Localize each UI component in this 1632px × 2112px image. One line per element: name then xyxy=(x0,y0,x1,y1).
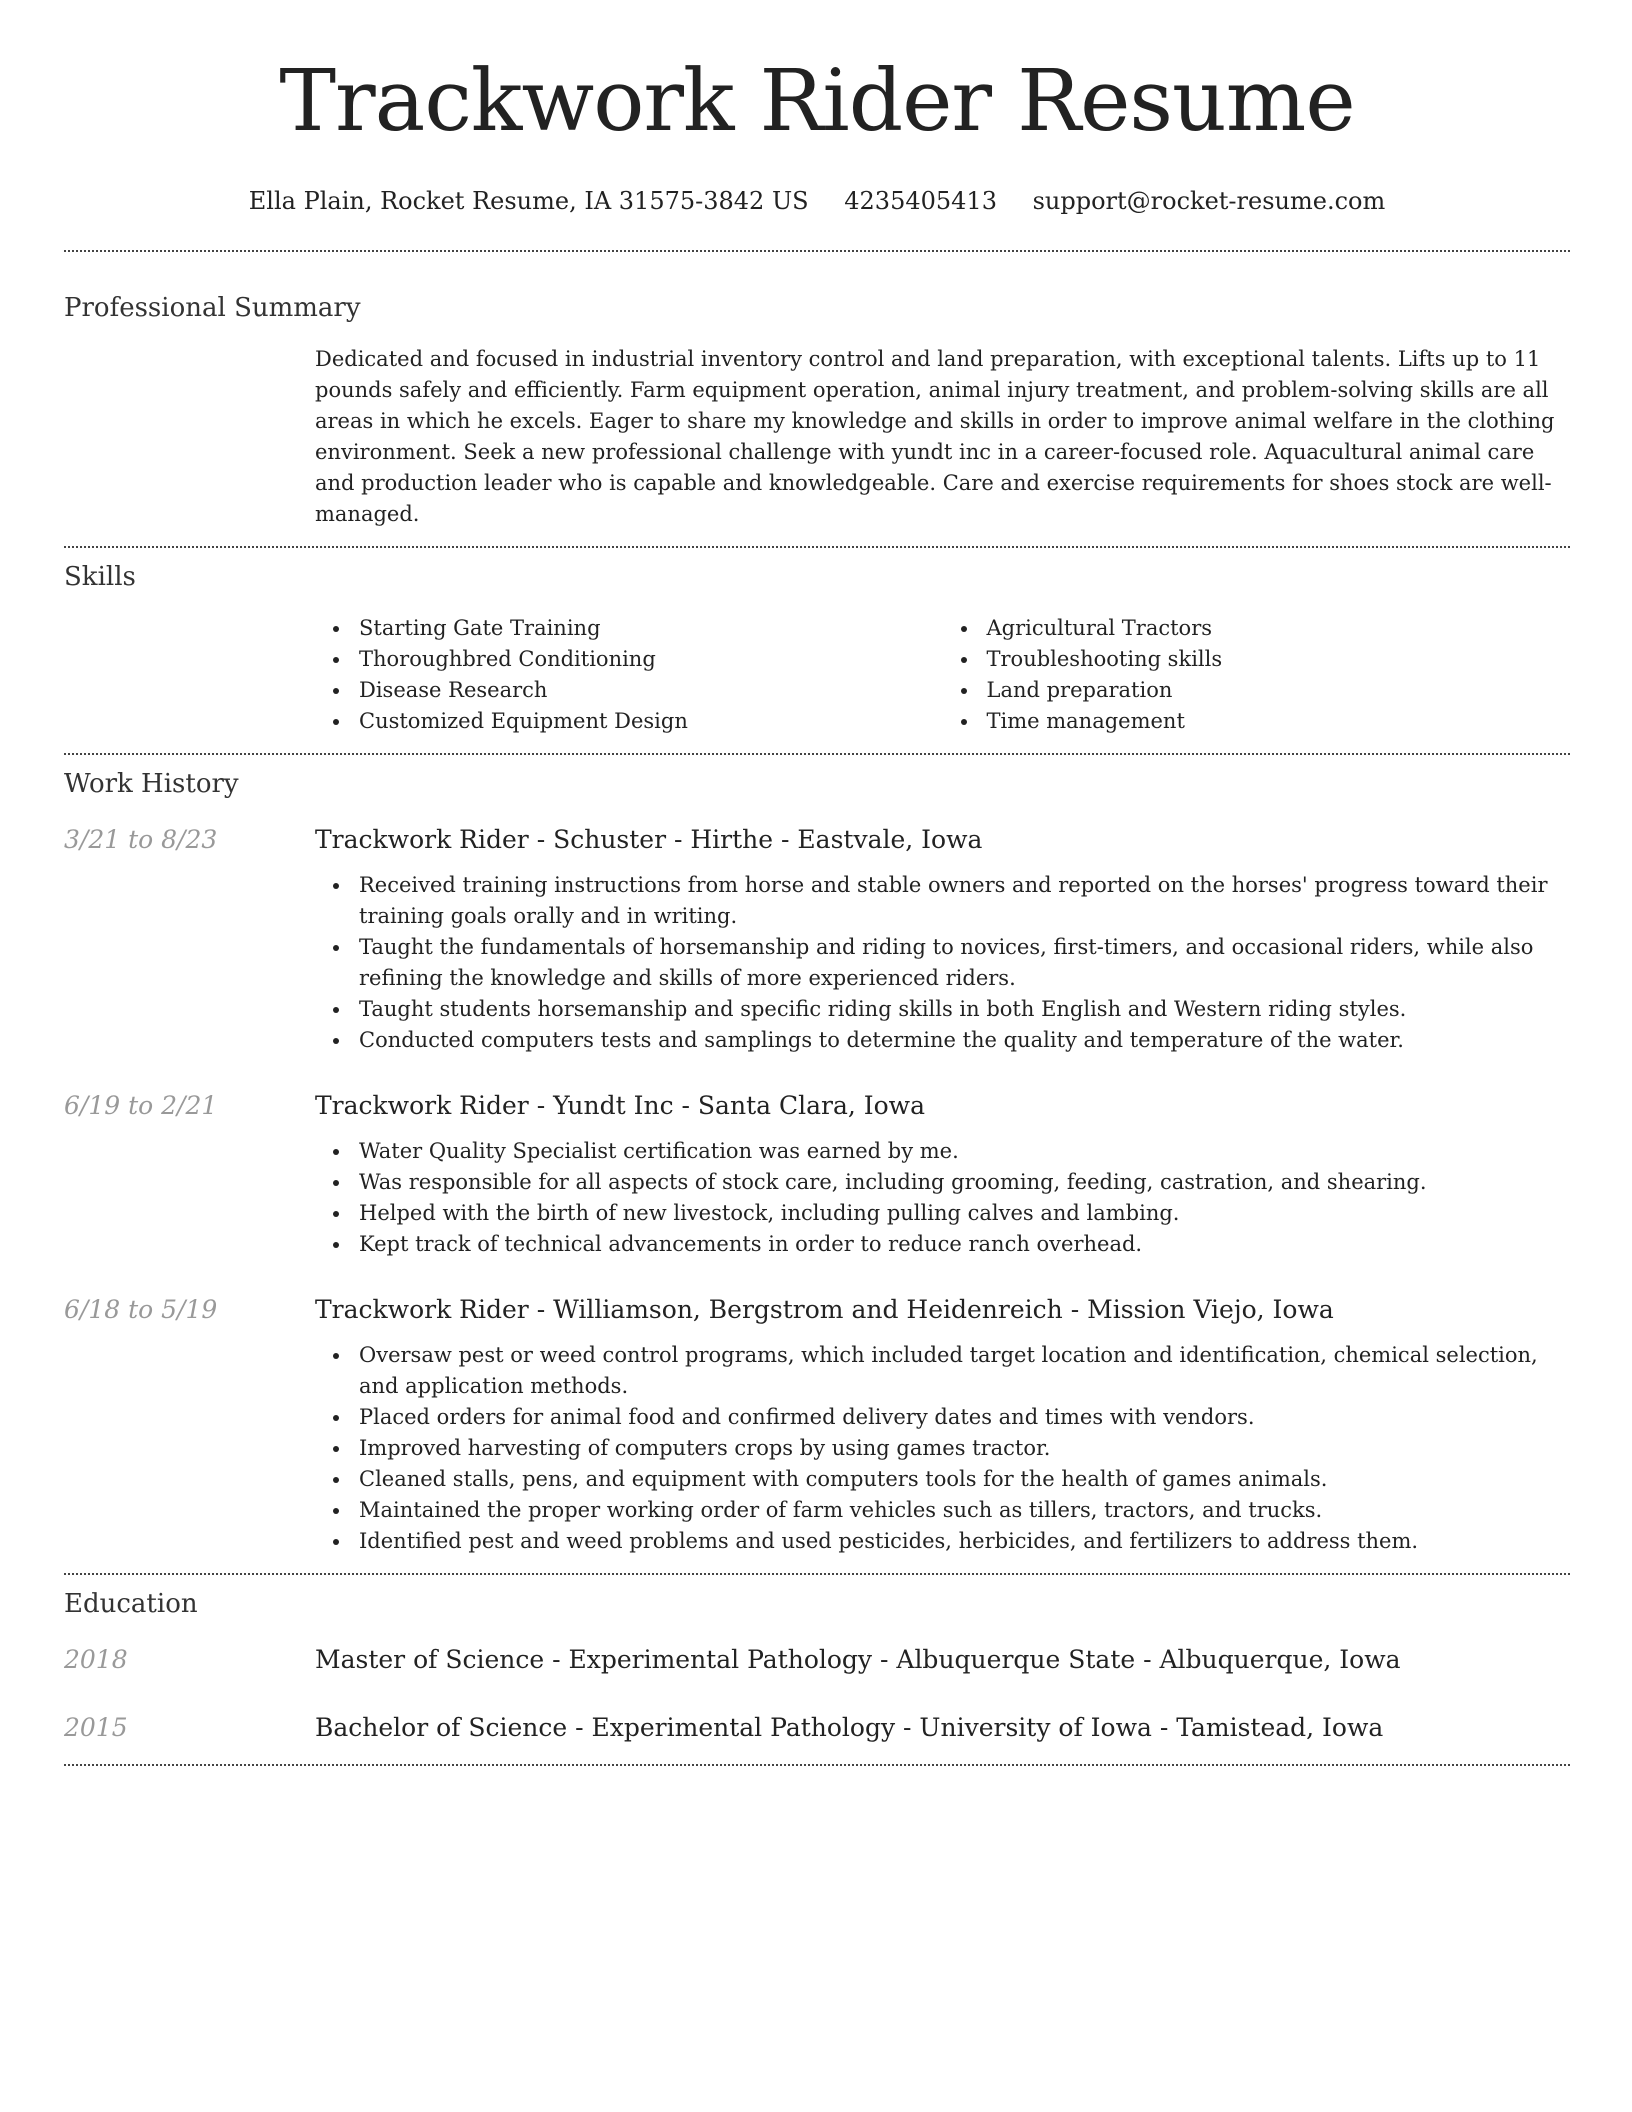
education-section xyxy=(64,1575,1570,1744)
skills-list-left xyxy=(315,613,943,737)
skills-list-right xyxy=(943,613,1571,737)
skill-item: Disease Research xyxy=(359,675,943,706)
summary-section xyxy=(64,252,1570,530)
job-bullet: Oversaw pest or weed control programs, which included target location and identification, chemical selection, and application methods. xyxy=(359,1340,1570,1402)
contact-email: support@rocket-resume.com xyxy=(1032,187,1386,215)
skill-item: Land preparation xyxy=(987,675,1571,706)
education-degree: Bachelor of Science - Experimental Pathology - University of Iowa - Tamistead, Iowa xyxy=(315,1713,1384,1742)
job-bullets xyxy=(315,870,1570,1056)
job-entry xyxy=(64,1090,1570,1260)
job-bullet: Taught students horsemanship and specific riding skills in both English and Western riding styles. xyxy=(359,994,1570,1025)
divider xyxy=(64,1764,1570,1766)
job-entry xyxy=(64,1294,1570,1557)
skill-item: Customized Equipment Design xyxy=(359,706,943,737)
resume-page xyxy=(64,0,1570,1766)
job-title: Trackwork Rider - Schuster - Hirthe - Eastvale, Iowa xyxy=(315,825,983,854)
education-year: 2015 xyxy=(64,1713,128,1742)
job-bullet: Cleaned stalls, pens, and equipment with computers tools for the health of games animals. xyxy=(359,1464,1570,1495)
contact-address: Ella Plain, Rocket Resume, IA 31575-3842 US xyxy=(248,187,809,215)
skill-item: Troubleshooting skills xyxy=(987,644,1571,675)
job-dates: 6/18 to 5/19 xyxy=(64,1295,218,1324)
skill-item: Starting Gate Training xyxy=(359,613,943,644)
education-year: 2018 xyxy=(64,1645,128,1674)
job-bullet: Improved harvesting of computers crops by using games tractor. xyxy=(359,1433,1570,1464)
job-bullet: Placed orders for animal food and confirmed delivery dates and times with vendors. xyxy=(359,1402,1570,1433)
job-dates: 3/21 to 8/23 xyxy=(64,825,218,854)
job-bullet: Identified pest and weed problems and used pesticides, herbicides, and fertilizers to address them. xyxy=(359,1526,1570,1557)
skills-heading: Skills xyxy=(64,562,136,592)
job-bullets xyxy=(315,1340,1570,1557)
skill-item: Time management xyxy=(987,706,1571,737)
education-heading: Education xyxy=(64,1589,198,1619)
contact-line xyxy=(64,186,1570,216)
summary-text: Dedicated and focused in industrial inventory control and land preparation, with exceptional talents. Lifts up to 11 pounds safely and efficiently. Farm equipment operation, animal injury treatment, and problem-solving skills are all areas in which he excels. Eager to share my knowledge and skills in order to improve animal welfare in the clothing environment. Seek a new professional challenge with yundt inc in a career-focused role. Aquacultural animal care and production leader who is capable and knowledgeable. Care and exercise requirements for shoes stock are well-managed. xyxy=(315,347,1555,526)
skill-item: Agricultural Tractors xyxy=(987,613,1571,644)
job-bullet: Received training instructions from horse and stable owners and reported on the horses' progress toward their training goals orally and in writing. xyxy=(359,870,1570,932)
skill-item: Thoroughbred Conditioning xyxy=(359,644,943,675)
skills-section xyxy=(64,548,1570,737)
job-bullet: Maintained the proper working order of farm vehicles such as tillers, tractors, and trucks. xyxy=(359,1495,1570,1526)
job-bullet: Helped with the birth of new livestock, including pulling calves and lambing. xyxy=(359,1198,1570,1229)
education-degree: Master of Science - Experimental Pathology - Albuquerque State - Albuquerque, Iowa xyxy=(315,1645,1401,1674)
job-bullet: Kept track of technical advancements in order to reduce ranch overhead. xyxy=(359,1229,1570,1260)
resume-title: Trackwork Rider Resume xyxy=(279,52,1355,151)
education-entry xyxy=(64,1644,1570,1676)
education-entry xyxy=(64,1712,1570,1744)
job-dates: 6/19 to 2/21 xyxy=(64,1091,218,1120)
work-section xyxy=(64,755,1570,1557)
job-bullet: Water Quality Specialist certification was earned by me. xyxy=(359,1136,1570,1167)
job-title: Trackwork Rider - Williamson, Bergstrom and Heidenreich - Mission Viejo, Iowa xyxy=(315,1295,1334,1324)
work-heading: Work History xyxy=(64,769,239,799)
job-bullet: Was responsible for all aspects of stock care, including grooming, feeding, castration, and shearing. xyxy=(359,1167,1570,1198)
job-bullets xyxy=(315,1136,1570,1260)
job-entry xyxy=(64,824,1570,1056)
summary-heading: Professional Summary xyxy=(64,293,361,323)
job-bullet: Taught the fundamentals of horsemanship and riding to novices, first-timers, and occasional riders, while also refining the knowledge and skills of more experienced riders. xyxy=(359,932,1570,994)
job-title: Trackwork Rider - Yundt Inc - Santa Clara, Iowa xyxy=(315,1091,925,1120)
job-bullet: Conducted computers tests and samplings to determine the quality and temperature of the water. xyxy=(359,1025,1570,1056)
contact-phone: 4235405413 xyxy=(844,187,997,215)
